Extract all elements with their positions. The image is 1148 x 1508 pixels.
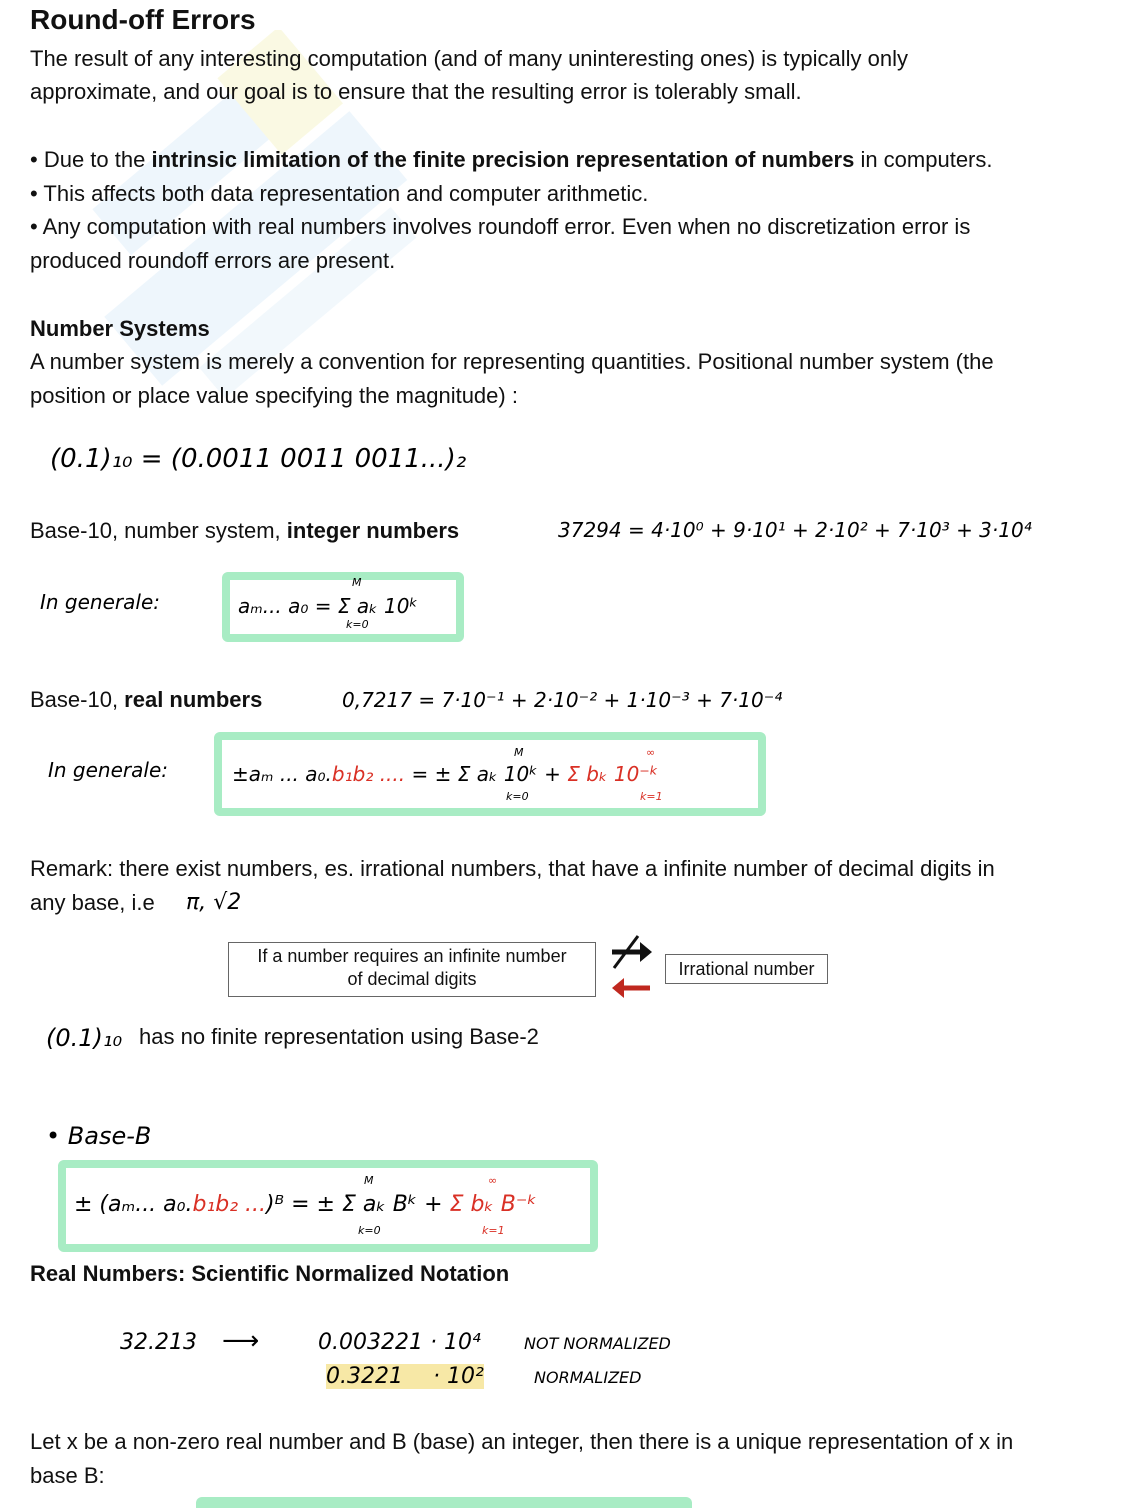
- bullet-3-line-2: produced roundoff errors are present.: [30, 248, 396, 273]
- closing-line-1: Let x be a non-zero real number and B (base) an integer, then there is a unique representation of x in: [30, 1429, 1014, 1454]
- intro-line-2: approximate, and our goal is to ensure that the resulting error is tolerably small.: [30, 79, 802, 104]
- base-b-sum2-bottom: k=1: [482, 1224, 505, 1237]
- remark-examples: π, √2: [186, 890, 242, 915]
- normalized-label: NORMALIZED: [534, 1368, 642, 1387]
- base10-integer-label: Base-10, number system, integer numbers: [30, 518, 460, 543]
- base10-real-label: Base-10, real numbers: [30, 687, 263, 712]
- bullet-2: • This affects both data representation and computer arithmetic.: [30, 181, 649, 206]
- real-sum2-top: ∞: [646, 746, 656, 759]
- intro-line-1: The result of any interesting computation (and of many uninteresting ones) is typically only: [30, 46, 909, 71]
- remark-line-1: Remark: there exist numbers, es. irrational numbers, that have a infinite number of decimal digits in: [30, 856, 995, 881]
- normalized-value: 0.3221 · 10²: [326, 1364, 484, 1389]
- base-b-formula: ± (aₘ... a₀.b₁b₂ ...)ᴮ = ± Σ aₖ Bᵏ + Σ bₖ B⁻ᵏ: [74, 1192, 537, 1217]
- integer-sum-top: M: [352, 576, 362, 589]
- integer-formula: aₘ... a₀ = Σ aₖ 10ᵏ: [238, 594, 418, 618]
- base-b-formula-box: [58, 1160, 598, 1252]
- real-formula: ±aₘ ... a₀.b₁b₂ .... = ± Σ aₖ 10ᵏ + Σ bₖ 10⁻ᵏ: [232, 762, 659, 786]
- general-label-integer: In generale:: [40, 590, 160, 614]
- base-b-sum1-top: M: [364, 1174, 374, 1187]
- base2-hand-example: (0.1)₁₀: [46, 1024, 123, 1052]
- binary-example: (0.1)₁₀ = (0.0011 0011 0011...)₂: [50, 444, 467, 474]
- number-systems-heading: Number Systems: [30, 316, 210, 341]
- number-systems-line-1: A number system is merely a convention for representing quantities. Positional number system (the: [30, 349, 994, 374]
- arrow-icon: ⟶: [222, 1326, 260, 1356]
- real-sum1-bottom: k=0: [506, 790, 529, 803]
- integer-sum-bottom: k=0: [346, 618, 369, 631]
- base-b-sum1-bottom: k=0: [358, 1224, 381, 1237]
- base10-real-example: 0,7217 = 7·10⁻¹ + 2·10⁻² + 1·10⁻³ + 7·10⁻⁴: [342, 688, 783, 712]
- scientific-heading: Real Numbers: Scientific Normalized Notation: [30, 1261, 510, 1286]
- closing-line-2: base B:: [30, 1463, 105, 1488]
- base10-integer-example: 37294 = 4·10⁰ + 9·10¹ + 2·10² + 7·10³ + 3·10⁴: [558, 518, 1032, 542]
- bullet-3-line-1: • Any computation with real numbers involves roundoff error. Even when no discretization error is: [30, 214, 971, 239]
- scientific-value: 32.213: [120, 1330, 197, 1355]
- infinite-digits-line-2: of decimal digits: [347, 969, 477, 989]
- implication-arrows-icon: [608, 932, 654, 1002]
- not-normalized-label: NOT NORMALIZED: [524, 1334, 671, 1353]
- irrational-number-box: Irrational number: [665, 954, 828, 984]
- page-title: Round-off Errors: [30, 4, 256, 35]
- base-b-sum2-top: ∞: [488, 1174, 498, 1187]
- not-normalized-value: 0.003221 · 10⁴: [318, 1330, 481, 1355]
- general-label-real: In generale:: [48, 758, 168, 782]
- base2-note-text: has no finite representation using Base-2: [139, 1024, 539, 1049]
- bullet-1: • Due to the intrinsic limitation of the finite precision representation of numbers in computers.: [30, 147, 993, 172]
- remark-line-2: any base, i.e: [30, 890, 155, 915]
- number-systems-line-2: position or place value specifying the magnitude) :: [30, 383, 518, 408]
- base-b-label: • Base-B: [46, 1122, 152, 1150]
- infinite-digits-line-1: If a number requires an infinite number: [257, 946, 567, 966]
- real-formula-box: [214, 732, 766, 816]
- infinite-digits-box: [228, 942, 596, 997]
- next-formula-box-top: [196, 1497, 692, 1508]
- real-sum1-top: M: [514, 746, 524, 759]
- integer-formula-box: [222, 572, 464, 642]
- real-sum2-bottom: k=1: [640, 790, 663, 803]
